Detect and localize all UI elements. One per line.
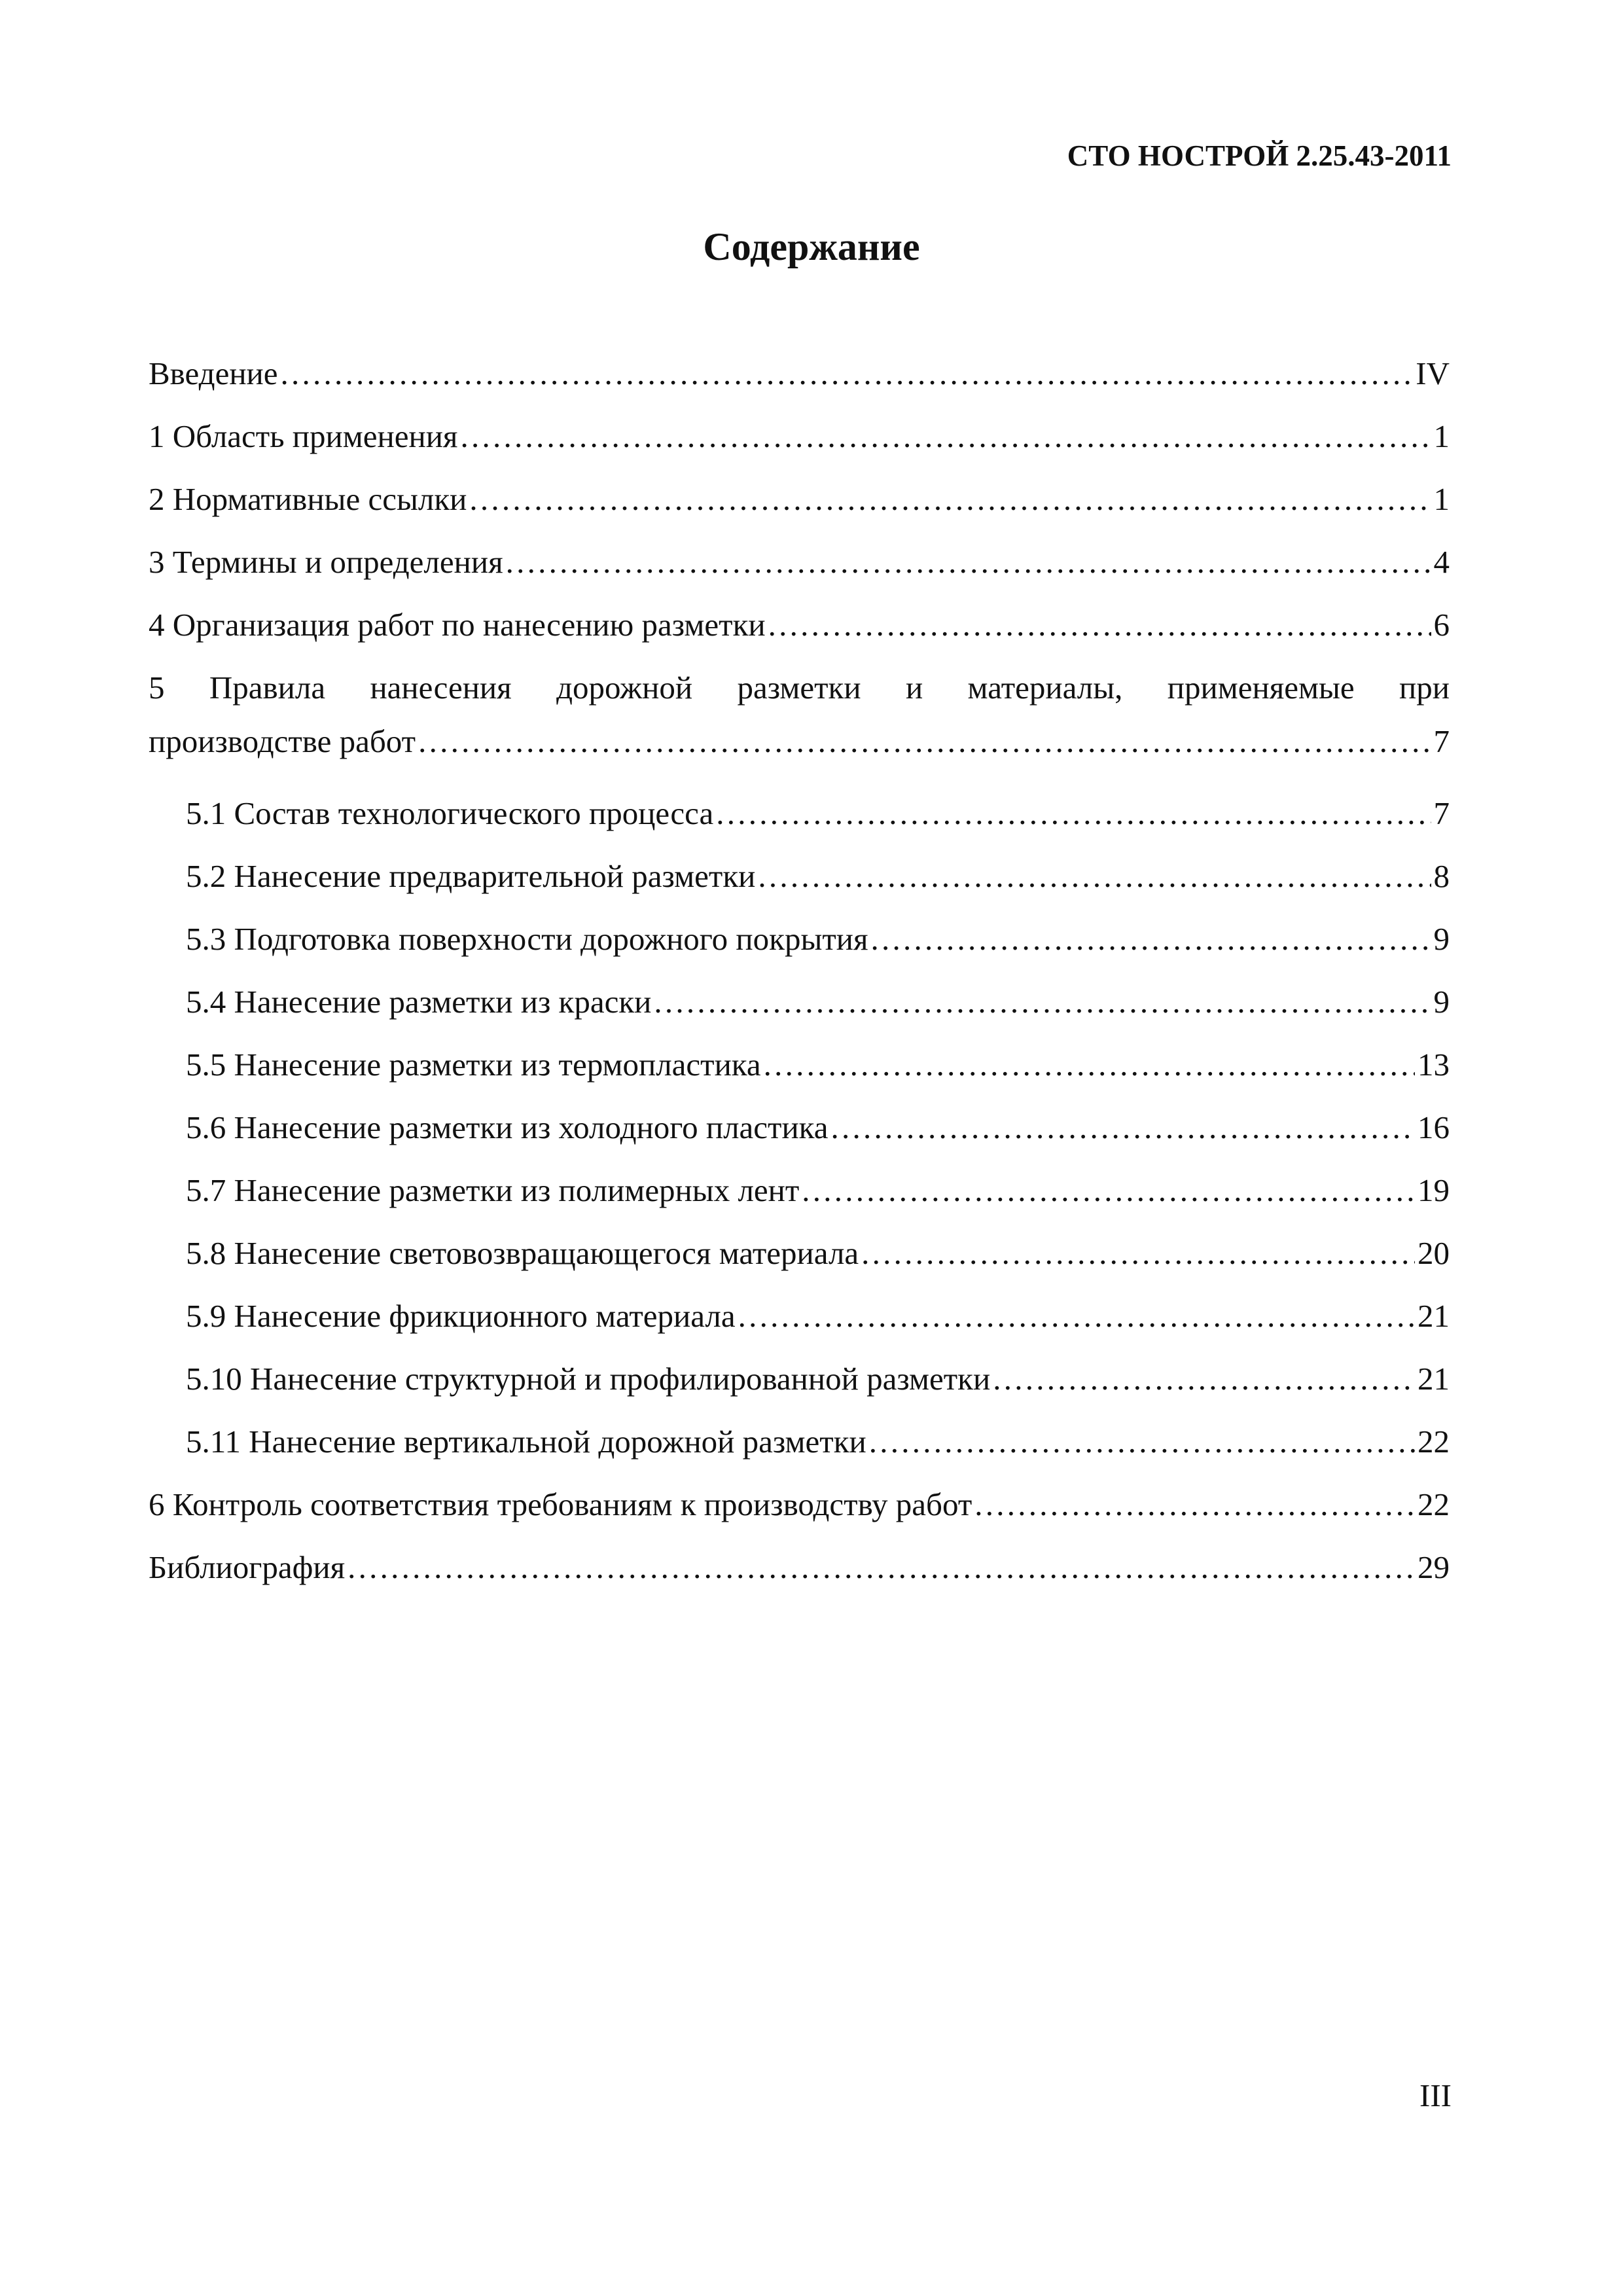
toc-entry-5-6[interactable] xyxy=(149,1098,1450,1160)
toc-label: производстве работ xyxy=(149,723,416,759)
toc-entry-4[interactable] xyxy=(149,595,1450,658)
toc-leader-dots xyxy=(974,1484,1415,1526)
toc-label: 5.6 Нанесение разметки из холодного пластика xyxy=(186,1109,829,1145)
toc-entry-5-line1[interactable] xyxy=(149,658,1450,721)
toc-page-number: 20 xyxy=(1418,1235,1450,1271)
toc-leader-dots xyxy=(869,1421,1415,1463)
toc-page-number: 1 xyxy=(1433,481,1450,517)
toc-page-number: 9 xyxy=(1433,984,1450,1020)
toc-page-number: 13 xyxy=(1418,1047,1450,1083)
toc-leader-dots xyxy=(281,353,1414,395)
toc-label: 3 Термины и определения xyxy=(149,544,503,580)
toc-entry-3[interactable] xyxy=(149,532,1450,595)
toc-entry-1[interactable] xyxy=(149,406,1450,469)
toc-entry-5-line2[interactable] xyxy=(149,721,1450,783)
page-number: III xyxy=(1419,2077,1452,2113)
toc-page-number: IV xyxy=(1416,355,1450,391)
toc-entry-2[interactable] xyxy=(149,469,1450,532)
toc-label: 2 Нормативные ссылки xyxy=(149,481,467,517)
toc-page-number: 1 xyxy=(1433,418,1450,454)
toc-leader-dots xyxy=(802,1170,1415,1211)
toc-entry-5-3[interactable] xyxy=(149,909,1450,972)
toc-page-number: 21 xyxy=(1418,1298,1450,1334)
toc-leader-dots xyxy=(738,1295,1415,1337)
toc-entry-5-5[interactable] xyxy=(149,1035,1450,1098)
toc-label: 1 Область применения xyxy=(149,418,458,454)
toc-entry-5-11[interactable] xyxy=(149,1412,1450,1475)
toc-page-number: 16 xyxy=(1418,1109,1450,1145)
toc-leader-dots xyxy=(861,1232,1415,1274)
toc-entry-5-9[interactable] xyxy=(149,1286,1450,1349)
toc-label: Введение xyxy=(149,355,278,391)
toc-entry-6[interactable] xyxy=(149,1475,1450,1537)
toc-leader-dots xyxy=(768,604,1431,646)
toc-label: 5.11 Нанесение вертикальной дорожной разметки xyxy=(186,1424,866,1460)
toc-page-number: 7 xyxy=(1433,795,1450,831)
toc-label: 5.9 Нанесение фрикционного материала xyxy=(186,1298,736,1334)
toc-entry-5-4[interactable] xyxy=(149,972,1450,1035)
toc-page-number: 6 xyxy=(1433,607,1450,643)
page-title: Содержание xyxy=(703,225,920,268)
toc-label: 5 Правила нанесения дорожной разметки и материалы, применяемые при xyxy=(149,670,1450,706)
toc-entry-5-10[interactable] xyxy=(149,1349,1450,1412)
toc-page-number: 22 xyxy=(1418,1486,1450,1522)
toc-page-number: 19 xyxy=(1418,1172,1450,1208)
toc-leader-dots xyxy=(654,981,1431,1023)
toc-leader-dots xyxy=(418,721,1431,762)
toc-page-number: 7 xyxy=(1433,723,1450,759)
toc-leader-dots xyxy=(348,1547,1415,1588)
toc-leader-dots xyxy=(716,793,1431,834)
document-code: СТО НОСТРОЙ 2.25.43-2011 xyxy=(1067,139,1452,172)
toc-leader-dots xyxy=(993,1358,1415,1400)
table-of-contents xyxy=(149,344,1450,1600)
toc-entry-introduction[interactable] xyxy=(149,344,1450,406)
toc-leader-dots xyxy=(758,855,1431,897)
toc-entry-5-1[interactable] xyxy=(149,783,1450,846)
toc-label: 5.1 Состав технологического процесса xyxy=(186,795,714,831)
toc-label: 5.8 Нанесение световозвращающегося материала xyxy=(186,1235,859,1271)
toc-leader-dots xyxy=(764,1044,1415,1086)
toc-label: 5.2 Нанесение предварительной разметки xyxy=(186,858,756,894)
toc-page-number: 4 xyxy=(1433,544,1450,580)
toc-entry-5-7[interactable] xyxy=(149,1160,1450,1223)
toc-label: 5.5 Нанесение разметки из термопластика xyxy=(186,1047,761,1083)
toc-entry-5-2[interactable] xyxy=(149,846,1450,909)
toc-label: Библиография xyxy=(149,1549,346,1585)
toc-leader-dots xyxy=(871,918,1431,960)
toc-leader-dots xyxy=(506,541,1431,583)
toc-leader-dots xyxy=(460,416,1431,457)
toc-label: 5.7 Нанесение разметки из полимерных лент xyxy=(186,1172,800,1208)
toc-label: 5.3 Подготовка поверхности дорожного покрытия xyxy=(186,921,868,957)
toc-page-number: 21 xyxy=(1418,1361,1450,1397)
toc-leader-dots xyxy=(830,1107,1415,1149)
toc-entry-5-8[interactable] xyxy=(149,1223,1450,1286)
toc-entry-bibliography[interactable] xyxy=(149,1537,1450,1600)
toc-page-number: 22 xyxy=(1418,1424,1450,1460)
toc-page-number: 8 xyxy=(1433,858,1450,894)
toc-label: 6 Контроль соответствия требованиям к производству работ xyxy=(149,1486,972,1522)
toc-page-number: 9 xyxy=(1433,921,1450,957)
toc-label: 5.4 Нанесение разметки из краски xyxy=(186,984,652,1020)
toc-label: 4 Организация работ по нанесению разметки xyxy=(149,607,766,643)
toc-leader-dots xyxy=(469,478,1431,520)
toc-label: 5.10 Нанесение структурной и профилированной разметки xyxy=(186,1361,991,1397)
toc-page-number: 29 xyxy=(1418,1549,1450,1585)
